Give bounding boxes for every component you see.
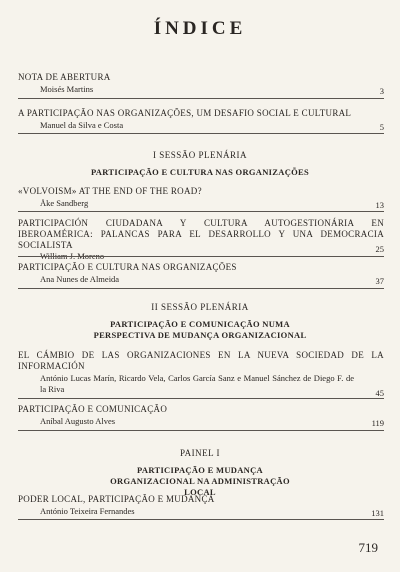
entry-page: 119 (371, 418, 384, 428)
session-theme: PARTICIPAÇÃO E CULTURA NAS ORGANIZAÇÕES (90, 167, 310, 177)
session-label: PAINEL I (179, 448, 221, 458)
entry-page: 3 (379, 86, 384, 96)
entry-page: 5 (379, 122, 384, 132)
entry-author: Åke Sandberg (40, 198, 89, 208)
entry-page: 45 (375, 388, 384, 398)
entry-author: Ana Nunes de Almeida (40, 274, 120, 284)
section-rule (18, 133, 384, 134)
entry-rule (18, 519, 384, 520)
entry-title: PARTICIPAÇÃO E CULTURA NAS ORGANIZAÇÕES (18, 262, 237, 272)
entry-rule (18, 98, 384, 99)
entry-author: Aníbal Augusto Alves (40, 416, 116, 426)
entry-title: A PARTICIPAÇÃO NAS ORGANIZAÇÕES, UM DESAFIO SOCIAL E CULTURAL (18, 108, 352, 118)
toc-entry (18, 186, 384, 210)
entry-page: 25 (375, 244, 384, 254)
entry-title: EL CÁMBIO DE LAS ORGANIZACIONES EN LA NUEVA SOCIEDAD DE LA INFORMACIÓN (18, 350, 384, 371)
toc-entry (18, 72, 384, 96)
toc-entry (18, 350, 384, 398)
page-title: ÍNDICE (153, 18, 247, 39)
entry-title: PARTICIPAÇÃO E COMUNICAÇÃO (18, 404, 168, 414)
session-label: II SESSÃO PLENÁRIA (151, 302, 249, 312)
session-theme: PARTICIPAÇÃO E MUDANÇA ORGANIZACIONAL NA ADMINISTRAÇÃO LOCAL (110, 465, 290, 497)
entry-title: «VOLVOISM» AT THE END OF THE ROAD? (18, 186, 202, 196)
toc-entry (18, 218, 384, 261)
entry-rule (18, 211, 384, 212)
entry-author: Moisés Martins (40, 84, 94, 94)
entry-title: NOTA DE ABERTURA (18, 72, 111, 82)
entry-author: Manuel da Silva e Costa (40, 120, 124, 130)
session-theme: PARTICIPAÇÃO E COMUNICAÇÃO NUMA PERSPECTIVA DE MUDANÇA ORGANIZACIONAL (93, 319, 307, 340)
section-rule (18, 430, 384, 431)
page-number: 719 (358, 540, 378, 555)
entry-rule (18, 398, 384, 399)
entry-page: 37 (375, 276, 384, 286)
session-label: I SESSÃO PLENÁRIA (152, 150, 247, 160)
entry-page: 13 (375, 200, 384, 210)
entry-title: PARTICIPACIÓN CIUDADANA Y CULTURA AUTOGESTIONÁRIA EN IBEROAMÉRICA: PALANCAS PARA EL DESARROLLO Y UNA DEMOCRACIA SOCIALISTA (18, 218, 384, 250)
section-rule (18, 288, 384, 289)
session-heading (0, 448, 400, 498)
toc-entry (18, 404, 384, 428)
entry-author: António Lucas Marín, Ricardo Vela, Carlos García Sanz e Manuel Sánchez de Diego F. de la Riva (40, 373, 354, 394)
session-heading (0, 302, 400, 341)
entry-author: António Teixeira Fernandes (40, 506, 135, 516)
entry-title: PODER LOCAL, PARTICIPAÇÃO E MUDANÇA (18, 494, 215, 504)
toc-entry (18, 494, 384, 518)
session-heading (0, 150, 400, 178)
toc-entry (18, 108, 384, 132)
entry-rule (18, 256, 384, 257)
entry-page: 131 (371, 508, 384, 518)
entry-author: William J. Moreno (40, 251, 105, 261)
toc-entry (18, 262, 384, 286)
